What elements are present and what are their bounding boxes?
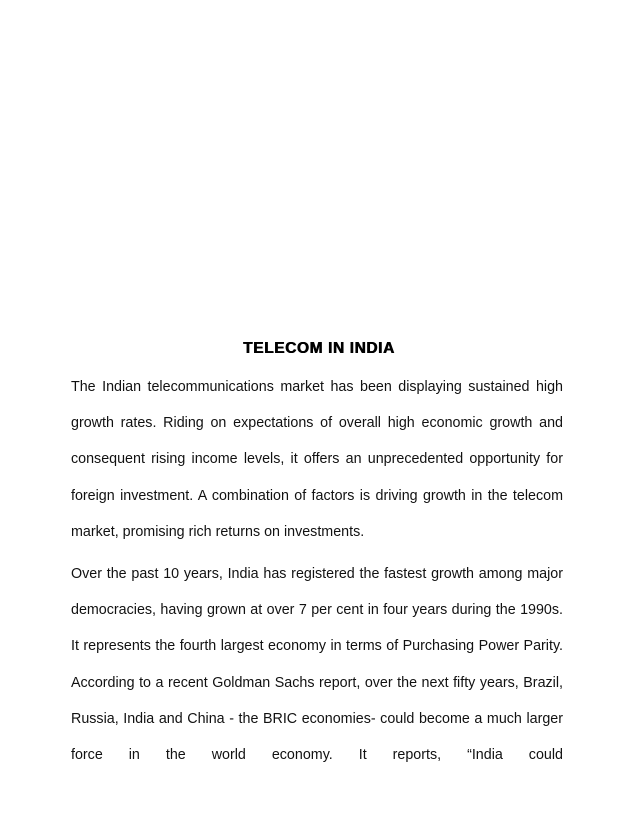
paragraph-telecom-market: The Indian telecommunications market has been displaying sustained high growth rates. Riding on expectations of overall high economic growth and consequent rising income levels, it offers an unprecedented opportunity for foreign investment. A combination of factors is driving growth in the telecom market, promising rich returns on investments. <box>71 379 563 540</box>
document-title: TELECOM IN INDIA <box>243 340 395 357</box>
paragraph-india-growth: Over the past 10 years, India has registered the fastest growth among major democracies, having grown at over 7 per cent in four years during the 1990s. It represents the fourth largest economy in terms of Purchasing Power Parity. According to a recent Goldman Sachs report, over the next fifty years, Brazil, Russia, India and China - the BRIC economies- could become a much larger force in the world economy. It reports, “India could <box>71 566 563 764</box>
